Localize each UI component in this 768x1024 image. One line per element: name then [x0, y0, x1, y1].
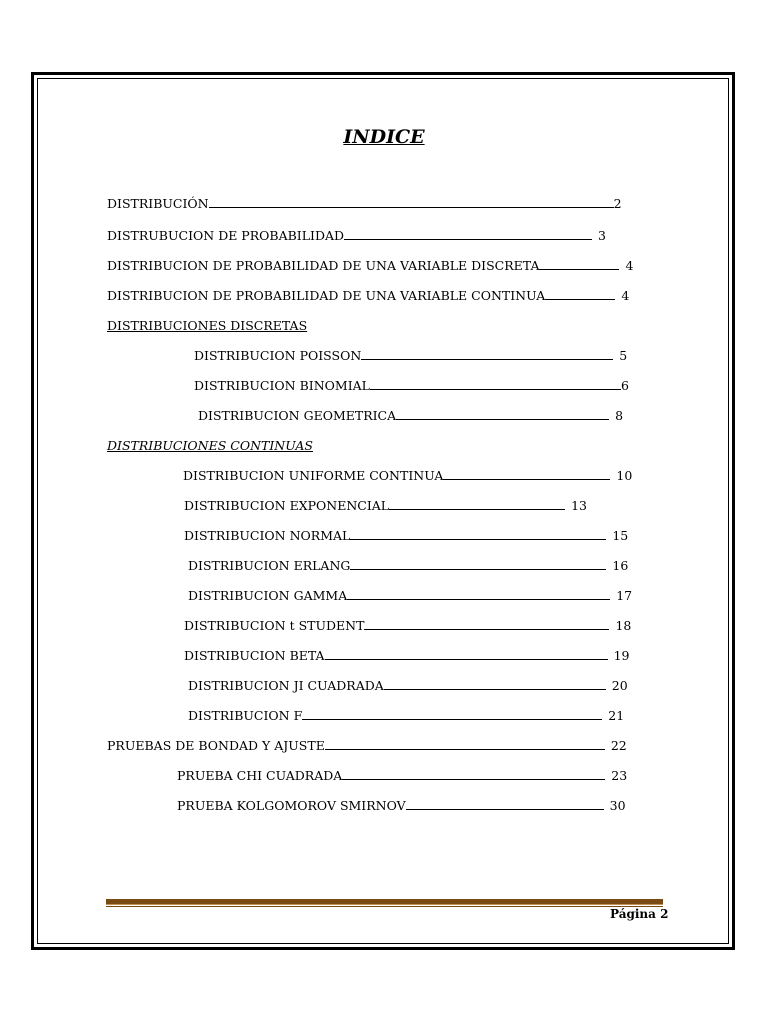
toc-entry: DISTRIBUCION GAMMA 17	[188, 588, 633, 603]
toc-entry: DISTRIBUCION UNIFORME CONTINUA 10	[183, 468, 633, 483]
toc-entry: DISTRUBUCION DE PROBABILIDAD 3	[107, 228, 606, 243]
toc-entry: DISTRIBUCION BETA 19	[184, 648, 630, 663]
toc-entry: DISTRIBUCION ERLANG 16	[188, 558, 629, 573]
toc-entry: PRUEBA KOLGOMOROV SMIRNOV 30	[177, 798, 626, 813]
footer-rule-thin	[106, 906, 663, 907]
toc-entry: DISTRIBUCION t STUDENT 18	[184, 618, 632, 633]
toc-section-heading: DISTRIBUCIONES CONTINUAS	[107, 438, 313, 453]
toc-entry: PRUEBA CHI CUADRADA 23	[177, 768, 628, 783]
toc-section-heading: DISTRIBUCIONES DISCRETAS	[107, 318, 308, 333]
toc-entry: DISTRIBUCIÓN 2	[107, 196, 622, 211]
page-title: INDICE	[343, 126, 425, 148]
toc-entry: DISTRIBUCION EXPONENCIAL 13	[184, 498, 588, 513]
toc-entry: DISTRIBUCION POISSON 5	[194, 348, 628, 363]
footer-rule	[106, 899, 663, 905]
toc-entry: DISTRIBUCION GEOMETRICA 8	[198, 408, 624, 423]
toc-entry: DISTRIBUCION BINOMIAL 6	[194, 378, 629, 393]
toc-entry: DISTRIBUCION JI CUADRADA 20	[188, 678, 628, 693]
toc-entry: DISTRIBUCION DE PROBABILIDAD DE UNA VARIABLE DISCRETA 4	[107, 258, 634, 273]
toc-entry: DISTRIBUCION NORMAL 15	[184, 528, 629, 543]
toc-entry: PRUEBAS DE BONDAD Y AJUSTE 22	[107, 738, 627, 753]
toc-entry: DISTRIBUCION F 21	[188, 708, 625, 723]
toc-entry: DISTRIBUCION DE PROBABILIDAD DE UNA VARIABLE CONTINUA 4	[107, 288, 630, 303]
page-number: Página 2	[610, 907, 669, 921]
